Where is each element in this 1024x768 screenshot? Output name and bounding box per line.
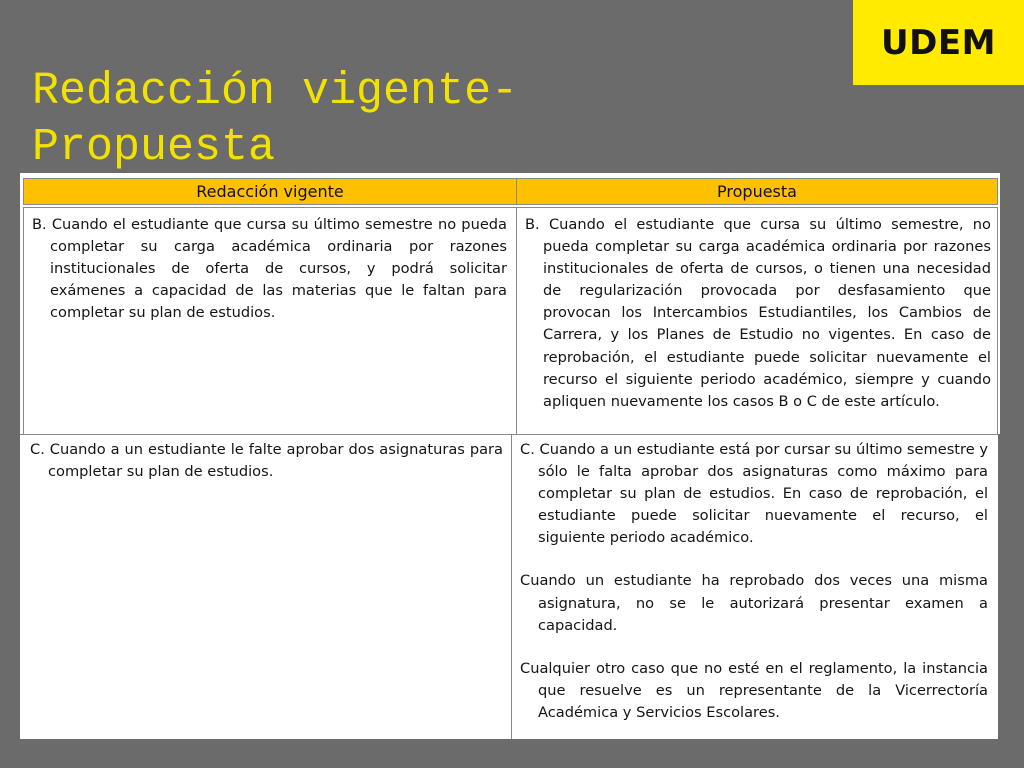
row-b-vigente-text: B. Cuando el estudiante que cursa su último semestre no pueda completar su carga académica ordinaria por razones institucionales de oferta de cursos, y podrá solicitar exámenes a capacidad de las materias que le faltan para completar su plan de estudios. [32, 216, 507, 322]
comparison-table-upper [20, 173, 1000, 434]
logo-badge [853, 0, 1024, 85]
row-c-propuesta-paragraph-2: Cuando un estudiante ha reprobado dos veces una misma asignatura, no se le autorizará presentar examen a capacidad. [520, 572, 988, 634]
slide-title-line1: Redacción vigente- [32, 66, 519, 117]
column-divider [516, 207, 517, 434]
row-c-propuesta-paragraph-1: C. Cuando a un estudiante está por cursar su último semestre y sólo le falta aprobar dos asignaturas como máximo para completar su plan de estudios. En caso de reprobación, el estudiante puede solicitar nuevamente el recurso, el siguiente periodo académico. [520, 441, 988, 547]
header-propuesta: Propuesta [717, 182, 797, 201]
row-b [23, 207, 998, 434]
divider [23, 207, 998, 208]
logo-text: UDEM [881, 22, 996, 63]
row-b-propuesta-text: B. Cuando el estudiante que cursa su último semestre, no pueda completar su carga académica ordinaria por razones institucionales de oferta de cursos, o tienen una necesidad de regularización provocada por desfasamiento que provocan los Intercambios Estudiantiles, los Cambios de Carrera, y los Planes de Estudio no vigentes. En caso de reprobación, el estudiante puede solicitar nuevamente el recurso el siguiente periodo académico, siempre y cuando apliquen nuevamente los casos B o C de este artículo. [525, 216, 991, 410]
divider [20, 434, 998, 435]
row-c-vigente-text: C. Cuando a un estudiante le falte aprobar dos asignaturas para completar su plan de estudios. [30, 441, 503, 481]
table-header-row [23, 178, 998, 205]
row-c-propuesta [520, 439, 988, 745]
slide-title [32, 64, 832, 176]
slide-title-line2: Propuesta [32, 122, 276, 173]
comparison-table-lower [20, 434, 998, 739]
column-divider [511, 434, 512, 739]
border-right [997, 207, 998, 434]
header-vigente: Redacción vigente [24, 179, 517, 204]
row-c-propuesta-paragraph-3: Cualquier otro caso que no esté en el reglamento, la instancia que resuelve es un representante de la Vicerrectoría Académica y Servicios Escolares. [520, 659, 988, 721]
border-left [23, 207, 24, 434]
